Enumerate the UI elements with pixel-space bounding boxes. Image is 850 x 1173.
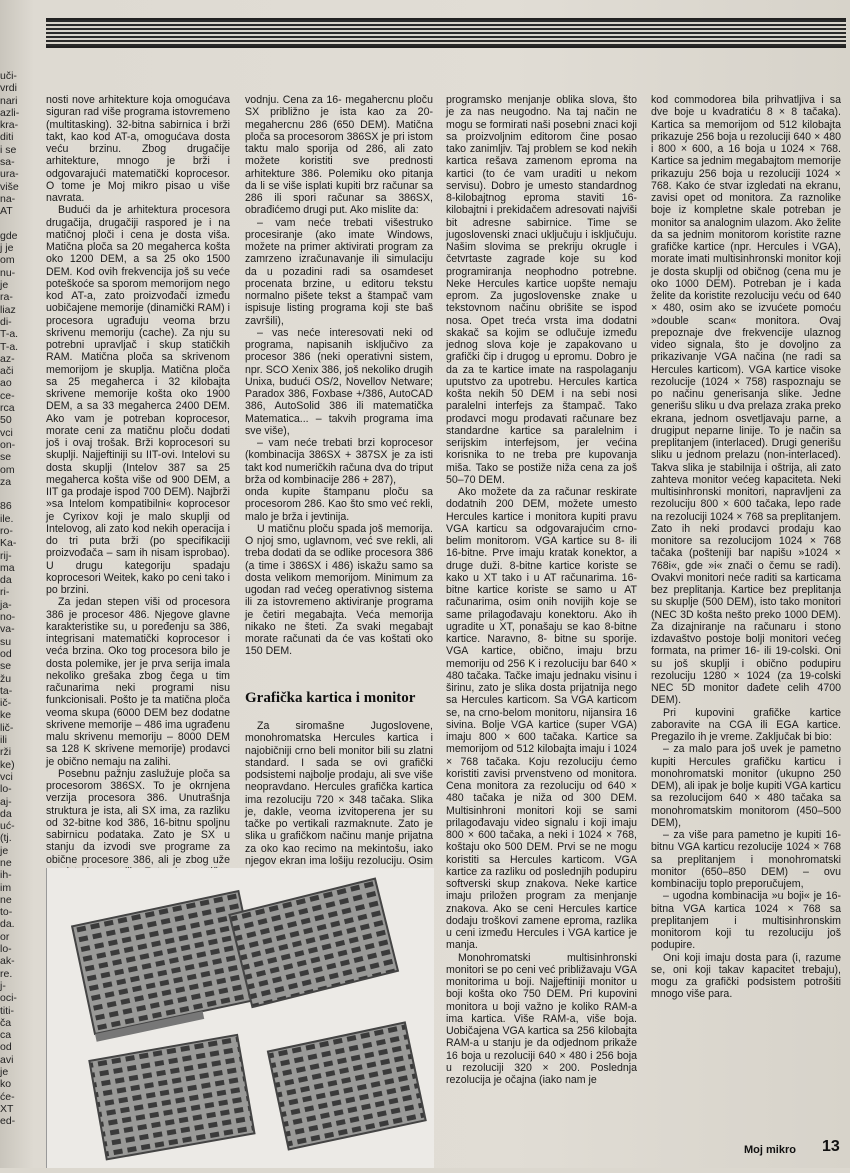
column-3 [446, 94, 637, 1116]
paragraph: Monohromatski multisinhronski monitori se po ceni već približavaju VGA monitorima u boji. Najjeftiniji monitor u boji košta oko 750 DEM. Pri kupovini monitora u boji važno je koliko RAM-a ima kartica. Više RAM-a, više boja. Uobičajena VGA kartica sa 256 kilobajta RAM-a u stanju je da odjednom prikaže 16 boja u rezoluciji 640 × 480 i 256 boja u rezoluciji 320 × 200. Poslednja rezolucija je očajna (iako nam je [446, 951, 637, 1086]
list-item: – vas neće interesovati neki od programa, napisanih isključivo za procesor 386 (neki operativni sistem, npr. SCO Xenix 386, još nekoliko drugih Unixa, budući OS/2, Novellov Netware; Paradox 386, Foxbase +/386, AutoCAD 386, AutoSolid 386 ili matematička Matematica... – takvih programa ima sve više), [245, 326, 433, 437]
paragraph: onda kupite štampanu ploču sa procesorom 286. Kao što smo već rekli, malo je brža i jevtinija. [245, 486, 433, 523]
paragraph: Pri kupovini grafičke kartice zaboravite na CGA ili EGA kartice. Pregazilo ih je vreme. Zaključak bi bio: [651, 706, 841, 743]
paragraph: programsko menjanje oblika slova, što je za nas neugodno. Na taj način ne mogu se formirati naši posebni znaci koji sa proizvoljnim editorom čine posao tako zanimljiv. Taj problem se kod nekih kartica rešava zamenom eproma na kartici (to će vam uraditi u nekom servisu). Dobro je umesto standardnog 8-kilobajtnog eproma staviti 16- kilobajtni i prekidačem adresovati najviši bit adresne sabirnice. Time se jugoslovenski znaci uključuju i isključuju. Našim slovima se prekriju okrugle i četvrtaste zagrade koje su kod programiranja neophodno potrebne. Neke Hercules kartice uopšte nemaju eprom. Za jugoslovenske znake u tekstovnom načinu obrišite se ispod nosa. Opet treća vrsta ima dodatni skakač sa kojim se odlučuje između jednog slova koje je zapakovano u grafički čip i drugog u epromu. Dobro je da za te kartice imate na raspolaganju uputstvo za upotrebu. Hercules kartica košta nekih 50 DEM i na sebi nosi paralelni interfejs za štampač. Tako prodavci mogu prodavati računare bez standardne kartice sa paralelnim i serijskim interfejsom, jer većina korisnika to ne treba pre kupovanja miša. Tako se postiže niža cena za još 50–70 DEM. [446, 94, 637, 486]
magazine-name: Moj mikro [744, 1144, 796, 1156]
paragraph: vodnju. Cena za 16- megahercnu ploču SX približno je ista kao za 20-megahercnu 286 (650 DEM). Matična ploča sa procesorom 386SX je pri istom taktu malo sporija od 286, ali zato možete koristiti sve prednosti arhitekture 386. Polemiku oko pitanja da li se više isplati kupiti brz računar sa 286 ili spori računar sa 386SX, obrađićemo drugi put. Ako mislite da: [245, 94, 433, 217]
paragraph: Oni koji imaju dosta para (i, razume se, oni koji takav kapacitet trebaju), mogu za grafički podsistem potrošiti mnogo više para. [651, 951, 841, 1001]
list-item: – vam neće trebati brzi koprocesor (kombinacija 386SX + 387SX je za isti takt kod numeričkih računa dva do triput brža od kombinacije 286 + 287), [245, 437, 433, 486]
column-1 [46, 94, 230, 866]
paragraph: nosti nove arhitekture koja omogućava siguran rad više programa istovremeno (multitasking). 32-bitna sabirnica i brži takt, kao kod AT-a, omogućava dosta veću brzinu. Zbog drugačije arhitekture, mnogo je brži i odgovarajući matematički koprocesor. O tome je Moj mikro pisao u više navrata. [46, 94, 230, 204]
list-item: – vam neće trebati višestruko procesiranje (ako imate Windows, možete na primer aktivirati program za zamrzeno izračunavanje ili simulaciju da u pozadini radi sa osamdeset procenata brzine, u editoru tekstu normalno pišete tekst a štampač vam ispisuje listing programa koji ste baš završili), [245, 216, 433, 327]
list-item: – ugodna kombinacija »u boji« je 16-bitna VGA kartica 1024 × 768 sa preplitanjem i multisinhronskim monitorom koji tu rezoluciju još podupire. [651, 890, 841, 952]
page-number: 13 [822, 1138, 840, 1155]
paragraph: Za jedan stepen viši od procesora 386 je procesor 486. Njegove glavne karakteristike su, u poređenju sa 386, integrisani matematički koprocesor i veća brzina. Oko tog procesora bilo je dosta polemike, jer je prva serija imala nekoliko grešaka zbog čega u tim računarima neki programi nisu funkcionisali. Pošto je ta matična ploča veoma skupa (6000 DEM bez dodatne skrivene memorije – 486 ima ugrađenu malu skrivenu memoriju – 8000 DEM sa 128 K skrivene memorije) prodavci je obično nemaju na zalihi. [46, 596, 230, 768]
paragraph: kod commodorea bila prihvatljiva i sa dve boje u kvadratiću 8 × 8 tačaka). Kartica sa memorijom od 512 kilobajta prikazuje 256 boja u rezoluciji 640 × 480 i 800 × 600, a 16 boja u 1024 × 768. Kartice sa jednim megabajtom memorije prikazuju 256 boja u rezoluciji 1024 × 768. Kako će stvar izgledati na ekranu, zavisi opet od monitora. Za raznolike boje iz kompletne skale potreban je monitor sa analognim ulazom. Ako želite da sa jednim monitorom koristite razne grafičke kartice (npr. Hercules i VGA), morate imati multisinhronski monitor koji je dosta skuplji od običnog (cena mu je oko 1000 DEM). Potreban je i kada želite da koristite rezoluciju veću od 640 × 480, osim ako se izvućete pomoću »double scan« monitora. Ovaj prepoznaje dve frekvencije ulaznog video signala, što je dovoljno za prikazivanje VGA načina (ne radi sa Hercules karticom). VGA kartice visoke rezolucije (1024 × 758) raspoznaju se po načinu generisanja slike. Jedne generišu sliku u dva prelaza zraka preko ekrana, jednom osvetljavaju parne, a drugiput neparne linije. To je način sa preplitanjem (interlaced). Drugi generišu sliku u jednom prelazu (non-interlaced). Takva slika je stabilnija i oštrija, ali zato zahteva monitor većeg kapaciteta. Neki multisinhronski monitori, napravljeni za rezoluciju 800 × 600 tačaka, lepo rade na rezoluciji 1024 × 768 sa preplitanjem. Zato ih neki prodavci prodaju kao monitore sa rezolucijom 1024 × 768 tačaka (pošteniji bar napišu »1024 × 768i«, gde »i« znači o čemu se radi). Ovakvi monitori neće raditi sa karticama bez preplitanja. Kartice bez preplitanja su skuplje (500 DEM), isto tako monitori (NEC 3D košta nešto preko 1000 DEM). Za dizajniranje na računaru i stono izdavaštvo postoje bolji monitori većeg formata, na primer 16- ili 19-colski. Oni su još skuplji i obično podupiru rezoluciju 1280 × 1024 (za 19-colski NEC 5D monitor dađete celih 4700 DEM). [651, 94, 841, 707]
previous-page-margin-fragments: uči- vrdi nari azli- kra- diti i se sa- ura- više na- AT gde j je om nu- je ra- liaz di- T-a. T-a. az- ači ao ce- rca 50 vci on- se om za 86 ile. ro- Ka- rij- ma da ri- ja- no- va- su od se žu ta- ič- ke lič- ili rži ke) vci lo- aj- da uć- (tj. je ne ih- im ne to- da. or lo- ak- re. j- oci- titi- ča ca od avi je ko će- XT ed- [0, 70, 20, 1128]
list-item: – za malo para još uvek je pametno kupiti Hercules grafičku karticu i monohromatski monitor (ukupno 250 DEM), ali ipak je bolje kupiti VGA karticu sa rezolucijom 640 × 480 tačaka sa monohromatskim monitorom (450–500 DEM), [651, 743, 841, 829]
column-2-continued [245, 720, 433, 867]
paragraph: Ako možete da za računar reskirate dodatnih 200 DEM, možete umesto Hercules kartice i monitora kupiti pravu VGA karticu sa odgovarajućim crno-belim monitorom. VGA kartice su 8- ili 16-bitne. Prve imaju kratak konektor, a druge duži. 8-bitne kartice koriste se kako u XT tako i u AT računarima. 16-bitne kartice koriste se samo u AT računarima, osim onih novijih koje se same prilagođavaju konektoru. Ako ih ugradite u XT, ponašaju se kao 8-bitne kartice. Naravno, 8- bitne su sporije. VGA kartice, obično, imaju brzu memoriju od 256 K i rezoluciju bar 640 × 480 tačaka. Tačke imaju jednaku visinu i širinu, zato je slika dosta prijatnija nego sa Hercules karticom. Sa VGA karticom se, na crno-belom monitoru, nijansira 16 sivina. Bolje VGA kartice (super VGA) imaju 800 × 600 tačaka. Kartice sa memorijom od 512 kilobajta imaju i 1024 × 768 tačaka. Koju rezoluciju ćemo koristiti zavisi prvenstveno od monitora. Cena monitora za rezoluciju od 640 × 480 tačaka je niža od 300 DEM. Multisinhroni monitori koji se sami prilagođavaju video signalu i koji imaju 800 × 600 tačaka, a neki i 1024 × 768, koštaju oko 500 DEM. Prvi se ne mogu koristiti sa Hercules karticom. VGA kartice za razliku od poslednjih podupiru softverski skup znakova. Neke kartice imaju priložen program za menjanje znakova. Ako se ceni Hercules kartice dodaju troškovi zamene eproma, razlika u ceni između Hercules i VGA kartice je manja. [446, 486, 637, 952]
list-item: – za više para pametno je kupiti 16-bitnu VGA karticu rezolucije 1024 × 768 sa preplitanjem i monohromatski monitor (650–850 DEM) – ovu kombinaciju toplo preporučujem, [651, 829, 841, 890]
section-heading: Grafička kartica i monitor [245, 690, 416, 706]
column-4 [651, 94, 841, 1016]
paragraph: U matičnu ploču spada još memorija. O njoj smo, uglavnom, već sve rekli, ali treba dodati da se odlike procesora 386 (a time i 386SX i 486) iskažu samo sa dosta velikom memorijom. Minimum za ugodan rad većeg operativnog sistema ili za istovremeno aktiviranje programa je četiri megabajta. Veća memorija nikako ne šteti. Za svaki megabajt morate računati da će vas koštati oko 150 DEM. [245, 522, 433, 658]
header-rule [46, 18, 846, 48]
paragraph: Za siromašne Jugoslovene, monohromatska Hercules kartica i najobičniji crno beli monitor bili su zlatni standard. I sada se ovi grafički podsistemi najbolje prodaju, ali sve više neopravdano. Hercules grafička kartica ima rezoluciju 720 × 348 tačaka. Slika je, dakle, veoma izvitoperena jer su tačke po vertikali razmaknute. Zato je slika u grafičkom načinu manje prijatna za oko kao recimo na mekintošu, iako njegov ekran ima lošiju rezoluciju. Osim [245, 720, 433, 867]
circuit-boards-image [47, 868, 434, 1168]
paragraph: Posebnu pažnju zaslužuje ploča sa procesorom 386SX. To je okrnjena verzija procesora 386. Unutrašnja struktura je ista, ali SX ima, za razliku od 32-bitne kod 386, 16-bitnu spoljnu sabirnicu podataka. Zato je SX u stanju da izvodi sve programe za obične procesore 386, ali je zbog uže [46, 767, 230, 866]
graphics-cards-photo [46, 868, 434, 1168]
paragraph: Budući da je arhitektura procesora drugačija, drugačiji raspored je i na matičnoj ploči i cena je dosta viša. Matična ploča sa 20 megaherca košta oko 1200 DEM, a sa 25 oko 1500 DEM. Kod ovih frekvencija još su veće poteškoće sa sporom memorijom nego kod AT-a, zato proizvođači između uobičajene memorije (dinamički RAM) i procesora ugrađuju veoma brzu skrivenu memoriju (cache). Za nju su potrebni upravljač i skup statičkih RAM. Matična ploča sa skrivenom memorijom je skuplja. Matična ploča sa 25 megaherca i 32 kilobajta skrivene memorije košta oko 1900 DEM, a sa 33 megaherca 2400 DEM. Ako vam je potreban koprocesor, morate ceni za matičnu ploču dodati još i ovaj trošak. Brži koprocesori su skuplji. Najjeftiniji su IIT-ovi. Intelovi su dosta skuplji (Intelov 387 sa 25 megaherca košta više od 900 DEM, a IIT ga prodaje ispod 700 DEM). Najbrži »sa Intelom kompatibilni« koprocesor je Cyrixov koji je malo skuplji od Intelovog, ali zato kod nekih operacija i do tri puta brži (po specifikaciji proizvođača – sam ih nisam isprobao). U drugu kategoriju spadaju koprocesori Weitek, kako po ceni tako i po brzini. [46, 204, 230, 596]
column-2 [245, 94, 433, 662]
